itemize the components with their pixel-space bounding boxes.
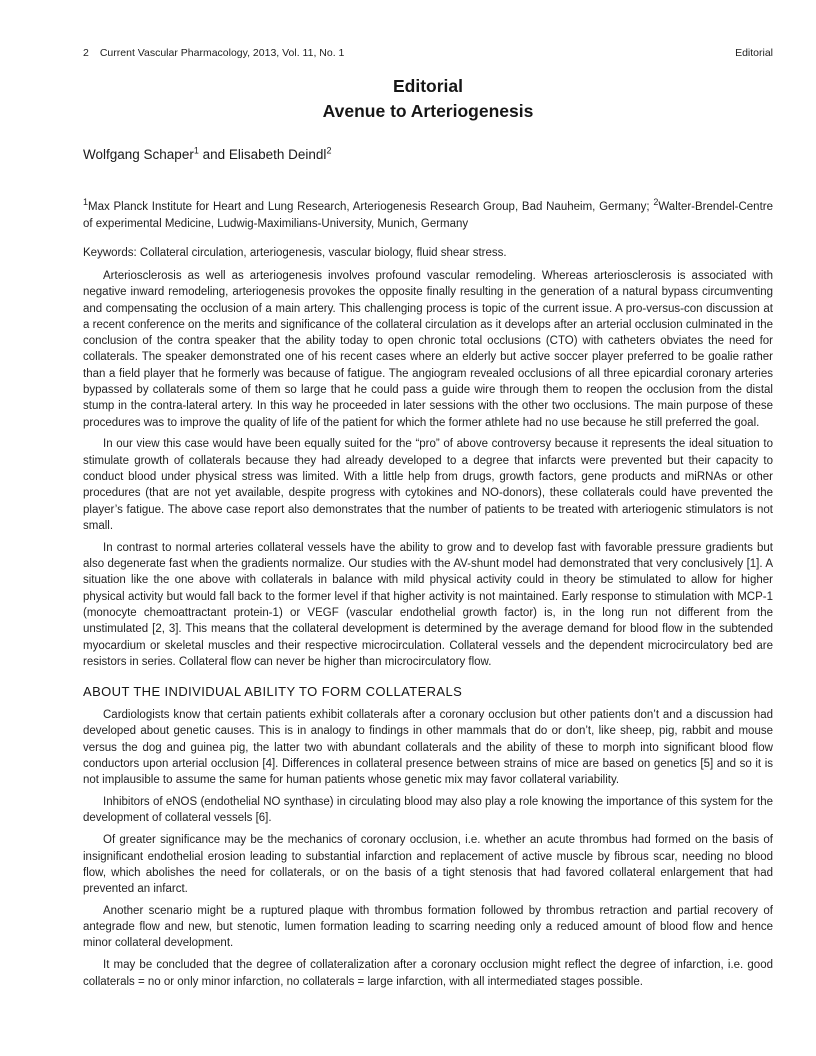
keywords-label: Keywords: <box>83 247 137 259</box>
paragraph: Inhibitors of eNOS (endothelial NO synthase) in circulating blood may also play a role knowing the importance of this system for the development of collateral vessels [6]. <box>83 796 773 825</box>
section-heading: ABOUT THE INDIVIDUAL ABILITY TO FORM COLLATERALS <box>83 684 463 700</box>
article-title <box>83 74 773 124</box>
affiliation-1: Max Planck Institute for Heart and Lung Research, Arteriogenesis Research Group, Bad Nauheim, Germany; <box>88 201 654 213</box>
article-title-line2: Avenue to Arteriogenesis <box>322 101 534 121</box>
article-title-line1: Editorial <box>392 76 463 96</box>
author-1-affiliation-mark: 1 <box>193 145 199 156</box>
paragraph: Arteriosclerosis as well as arteriogenesis involves profound vascular remodeling. Whereas arteriosclerosis is associated with negative inward remodeling, arteriogenesis provokes the opposite finally resulting in the generation of a natural bypass circumventing and compensating the occlusion of a main artery. This challenging process is topic of the current issue. A pro-versus-con discussion at a recent conference on the merits and significance of the collateral circulation as it develops after an arterial occlusion culminated in the conclusion of the contra speaker that the ability today to open chronic total occlusions (CTO) with catheters obviates the need for collaterals. The speaker demonstrated one of his recent cases where an elderly but active soccer player preferred to be goalie rather than a field player that he formerly was because of fatigue. The angiogram revealed occlusions of all three epicardial coronary arteries bypassed by collaterals some of them so large that he could pass a guide wire through them to reopen the occlusion from the distal stump in the contra-lateral artery. In this way he proceeded in later sessions with the other two occlusions. The main purpose of these procedures was to improve the quality of life of the patient for which the former athlete had no use because he still preferred the goal. <box>83 270 773 429</box>
affiliations <box>83 199 773 233</box>
paragraph: In contrast to normal arteries collateral vessels have the ability to grow and to develop fast with favorable pressure gradients but also degenerate fast when the gradients normalize. Our studies with the AV-shunt model had demonstrated that very conclusively [1]. A situation like the one above with collaterals in balance with mild physical activity could in theory be stimulated to allow for higher physical activity but would fall back to the former level if that higher activity is not maintained. Early response to stimulation with MCP-1 (monocyte chemoattractant protein-1) or VEGF (vascular endothelial growth factor) is, in the long run not different from the unstimulated [2, 3]. This means that the collateral development is determined by the average demand for blood flow in the subtended myocardium or skeletal muscles and their respective microcirculation. Collateral vessels and the dependent microcirculatory bed are resistors in series. Collateral flow can never be higher than microcirculatory flow. <box>83 541 773 668</box>
paragraph: Cardiologists know that certain patients exhibit collaterals after a coronary occlusion but other patients don’t and a discussion had developed about genetic causes. This is in analogy to findings in other mammals that do or don’t, like sheep, pig, rabbit and mouse versus the dog and guinea pig, the latter two with abundant collaterals and the ability of these to morph into significant blood flow conductors upon arterial occlusion [4]. Differences in collateral presence between strains of mice are based on genetics [5] and so it is not implausible to assume the same for human patients whose genetic mix may favor collateral variability. <box>83 709 773 787</box>
affiliation-2: Walter-Brendel-Centre of experimental Medicine, Ludwig-Maximilians-University, Munich, Germany <box>83 201 773 230</box>
article-body <box>83 268 773 990</box>
affiliation-1-mark: 1 <box>83 197 89 208</box>
paragraph: Of greater significance may be the mechanics of coronary occlusion, i.e. whether an acute thrombus had formed on the basis of insignificant endothelial erosion leading to substantial infarction and replacement of active muscle by fibrous scar, needing no blood flow, which abolishes the need for collaterals, or on the basis of a tight stenosis that had favored collateral enlargement that had prevented an infarct. <box>83 834 773 896</box>
journal-info: Current Vascular Pharmacology, 2013, Vol. 11, No. 1 <box>99 47 345 59</box>
authors-connector: and <box>198 147 229 162</box>
running-header-left <box>83 47 344 59</box>
page-number: 2 <box>83 47 89 59</box>
paragraph: In our view this case would have been equally suited for the “pro” of above controversy because it represents the ideal situation to stimulate growth of collaterals because they had already developed to a degree that infarcts were prevented but their capacity to conduct blood under physical stress was limited. With a little help from drugs, growth factors, gene products and miRNAs or other procedures (that are not yet available, despite progress with cytokines and NO-donors), these collaterals could have prevented the player’s fatigue. The above case report also demonstrates that the number of patients to be treated with arteriogenic stimulators is not small. <box>83 438 773 532</box>
keywords-line <box>83 247 773 259</box>
keywords-text: Collateral circulation, arteriogenesis, vascular biology, fluid shear stress. <box>136 247 507 259</box>
page-content <box>83 0 773 990</box>
author-2: Elisabeth Deindl <box>228 147 327 162</box>
authors-line <box>83 147 773 162</box>
author-2-affiliation-mark: 2 <box>326 145 332 156</box>
author-1: Wolfgang Schaper <box>83 147 194 162</box>
paragraph: It may be concluded that the degree of collateralization after a coronary occlusion might reflect the degree of infarction, i.e. good collaterals = no or only minor infarction, no collaterals = large infarction, with all intermediated stages possible. <box>83 959 773 988</box>
paragraph: Another scenario might be a ruptured plaque with thrombus formation followed by thrombus retraction and partial recovery of antegrade flow and new, but stenotic, lumen formation leading to scarring needing only a reduced amount of blood flow and hence minor collateral development. <box>83 904 773 950</box>
running-header <box>83 47 773 59</box>
affiliation-2-mark: 2 <box>653 197 659 208</box>
running-header-right: Editorial <box>735 47 773 59</box>
